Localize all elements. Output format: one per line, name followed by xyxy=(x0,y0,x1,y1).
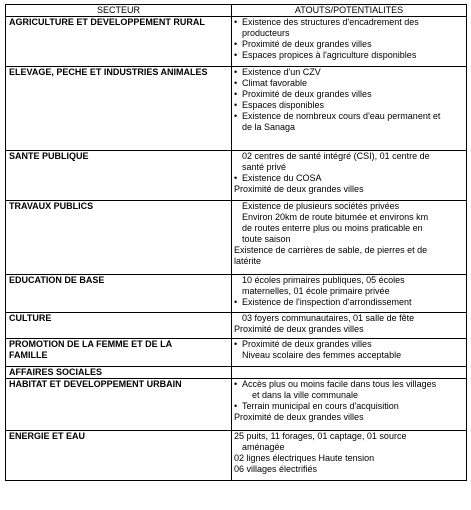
bullet-item: • Existence des structures d'encadrement des xyxy=(234,17,464,28)
table-row xyxy=(6,379,467,431)
table-row xyxy=(6,313,467,339)
bullet-item: • Existence de l'inspection d'arrondissement xyxy=(234,297,464,308)
text-line: Existence de carrières de sable, de pierres et de xyxy=(234,245,428,255)
sector-label: PROMOTION DE LA FEMME ET DE LA xyxy=(9,339,173,349)
atouts-cell xyxy=(232,339,467,367)
atouts-cell xyxy=(232,367,467,379)
bullet-item: • Espaces propices à l'agriculture disponibles xyxy=(234,50,464,61)
atouts-table xyxy=(5,4,467,481)
table-row xyxy=(6,17,467,67)
sector-cell xyxy=(6,431,232,481)
table-row xyxy=(6,367,467,379)
bullet-item: • Terrain municipal en cours d'acquisition xyxy=(234,401,464,412)
sector-label: AGRICULTURE ET DEVELOPPEMENT RURAL xyxy=(9,17,205,27)
sector-label: FAMILLE xyxy=(9,350,48,360)
text-line: Environ 20km de route bitumée et environs km xyxy=(242,212,429,222)
bullet-item: • Accès plus ou moins facile dans tous les villages xyxy=(234,379,464,390)
sector-cell xyxy=(6,67,232,151)
text-line: Proximité de deux grandes villes xyxy=(234,184,364,194)
bullet-item: • Proximité de deux grandes villes xyxy=(234,39,464,50)
atouts-cell xyxy=(232,379,467,431)
sector-cell xyxy=(6,367,232,379)
table-row xyxy=(6,201,467,275)
sector-cell xyxy=(6,17,232,67)
text-line: 02 centres de santé intégré (CSI), 01 centre de xyxy=(242,151,430,161)
text-line: de la Sanaga xyxy=(242,122,296,132)
sector-cell xyxy=(6,151,232,201)
text-line: Niveau scolaire des femmes acceptable xyxy=(242,350,402,360)
sector-cell xyxy=(6,275,232,313)
sector-label: CULTURE xyxy=(9,313,52,323)
text-line: 25 puits, 11 forages, 01 captage, 01 source xyxy=(234,431,407,441)
text-line: aménagée xyxy=(242,442,285,452)
text-line: santé privé xyxy=(242,162,287,172)
atouts-cell xyxy=(232,67,467,151)
sector-label: HABITAT ET DEVELOPPEMENT URBAIN xyxy=(9,379,182,389)
sector-label: SANTE PUBLIQUE xyxy=(9,151,89,161)
text-line: maternelles, 01 école primaire privée xyxy=(242,286,390,296)
text-line: 10 écoles primaires publiques, 05 écoles xyxy=(242,275,405,285)
table-row xyxy=(6,339,467,367)
sector-cell xyxy=(6,379,232,431)
bullet-item: • Existence du COSA xyxy=(234,173,464,184)
text-line: de routes enterre plus ou moins praticable en xyxy=(242,223,423,233)
atouts-cell xyxy=(232,275,467,313)
text-line: 03 foyers communautaires, 01 salle de fête xyxy=(242,313,415,323)
bullet-item: • Proximité de deux grandes villes xyxy=(234,339,464,350)
sector-label: AFFAIRES SOCIALES xyxy=(9,367,103,377)
text-line: Proximité de deux grandes villes xyxy=(234,412,364,422)
table-header-row xyxy=(6,5,467,17)
sector-cell xyxy=(6,313,232,339)
sector-cell xyxy=(6,201,232,275)
table-row xyxy=(6,431,467,481)
bullet-item: • Espaces disponibles xyxy=(234,100,464,111)
header-secteur: SECTEUR xyxy=(6,5,232,17)
table-row xyxy=(6,67,467,151)
table-row xyxy=(6,151,467,201)
atouts-cell xyxy=(232,431,467,481)
bullet-item: • Existence de nombreux cours d'eau permanent et xyxy=(234,111,464,122)
text-line: 02 lignes électriques Haute tension xyxy=(234,453,375,463)
bullet-item: • Climat favorable xyxy=(234,78,464,89)
atouts-cell xyxy=(232,313,467,339)
text-line: et dans la ville communale xyxy=(252,390,359,400)
atouts-cell xyxy=(232,201,467,275)
sector-label: TRAVAUX PUBLICS xyxy=(9,201,94,211)
bullet-item: • Proximité de deux grandes villes xyxy=(234,89,464,100)
text-line: producteurs xyxy=(242,28,290,38)
sector-cell xyxy=(6,339,232,367)
atouts-cell xyxy=(232,17,467,67)
text-line: Proximité de deux grandes villes xyxy=(234,324,364,334)
text-line: Existence de plusieurs sociétés privées xyxy=(242,201,400,211)
header-atouts: ATOUTS/POTENTIALITES xyxy=(232,5,467,17)
table-row xyxy=(6,275,467,313)
sector-label: ENERGIE ET EAU xyxy=(9,431,86,441)
atouts-cell xyxy=(232,151,467,201)
text-line: latérite xyxy=(234,256,262,266)
sector-label: ELEVAGE, PECHE ET INDUSTRIES ANIMALES xyxy=(9,67,208,77)
bullet-item: • Existence d'un CZV xyxy=(234,67,464,78)
text-line: 06 villages électrifiés xyxy=(234,464,318,474)
sector-label: EDUCATION DE BASE xyxy=(9,275,105,285)
text-line: toute saison xyxy=(242,234,291,244)
